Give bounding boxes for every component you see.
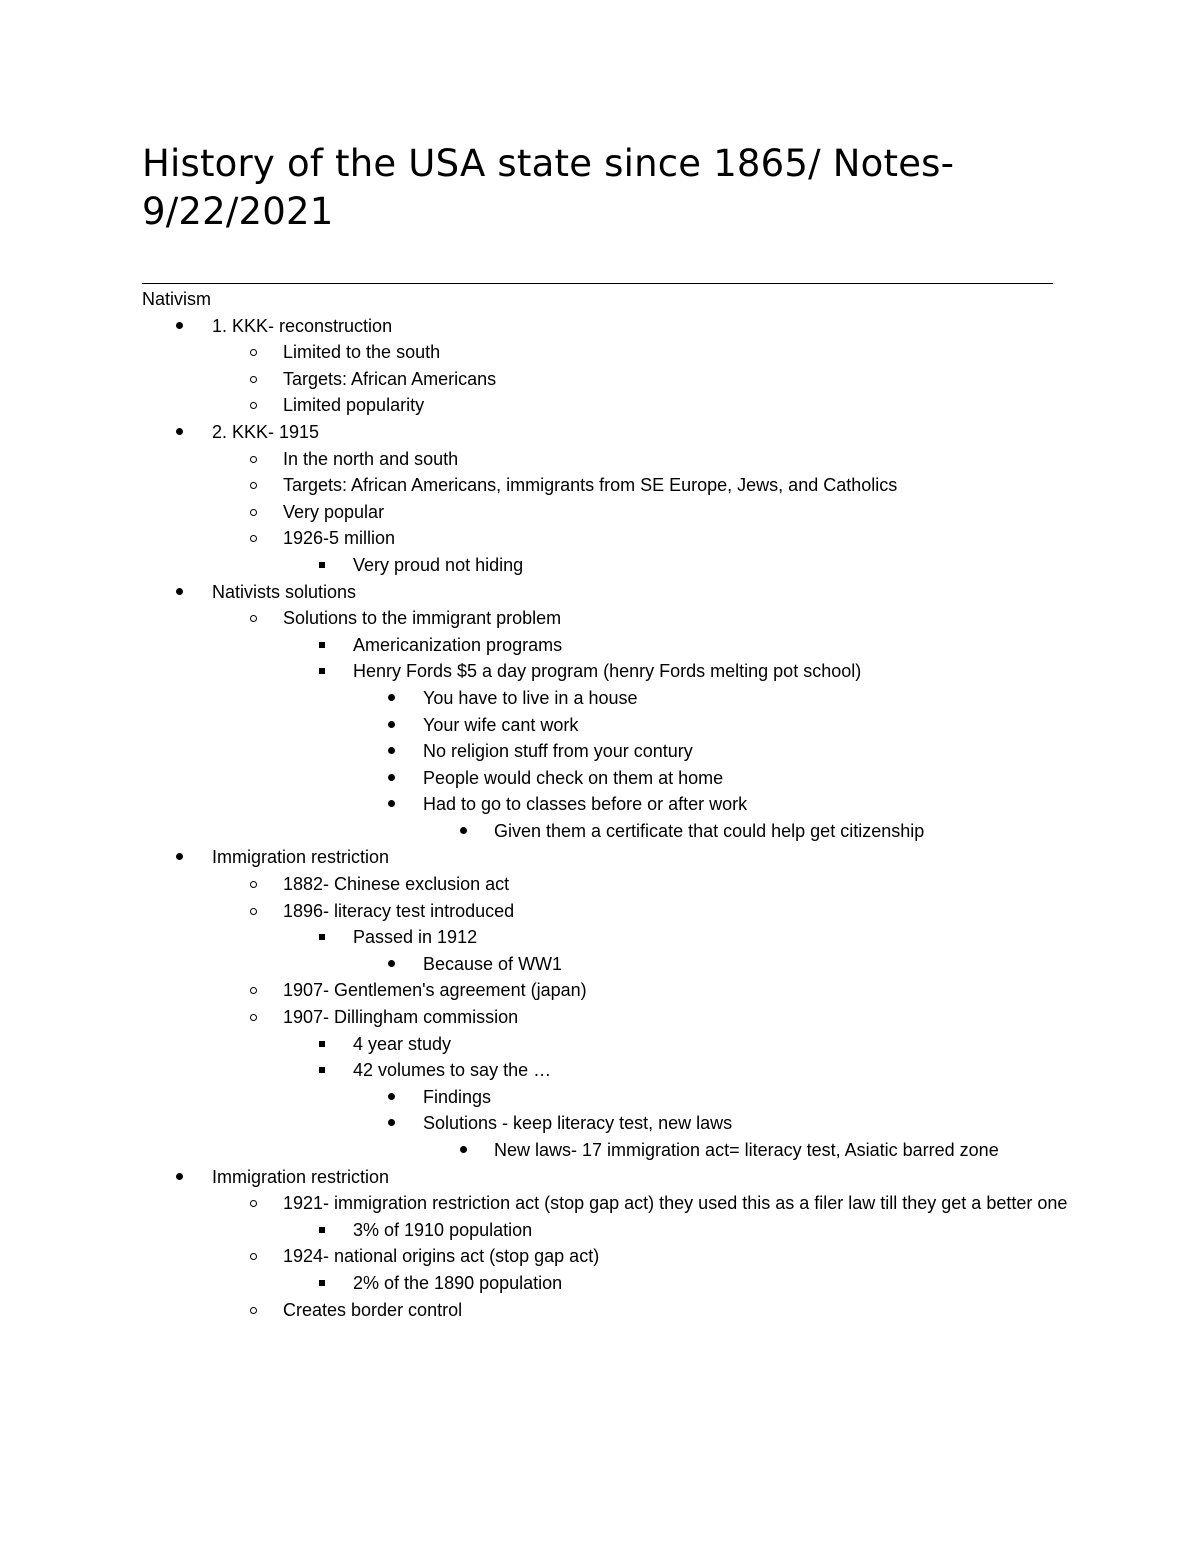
square-bullet-icon [319, 1270, 339, 1297]
outline-list [142, 313, 1072, 1324]
list-item [142, 844, 1072, 871]
disc-bullet-icon [388, 685, 408, 712]
list-item [142, 392, 1072, 419]
disc-bullet-icon [460, 818, 480, 845]
list-item [142, 1137, 1072, 1164]
disc-bullet-icon [176, 313, 196, 340]
circle-bullet-icon [250, 871, 270, 898]
list-item [142, 818, 1072, 845]
disc-bullet-icon [388, 1084, 408, 1111]
list-item-text: 2% of the 1890 population [353, 1272, 563, 1293]
list-item [142, 951, 1072, 978]
list-item-text: Targets: African Americans [283, 368, 497, 389]
list-item-text: 1. KKK- reconstruction [212, 315, 393, 336]
square-bullet-icon [319, 1031, 339, 1058]
list-item-text: No religion stuff from your contury [423, 741, 693, 762]
list-item-text: Very proud not hiding [353, 554, 524, 575]
square-bullet-icon [319, 632, 339, 659]
list-item [142, 1110, 1072, 1137]
list-item [142, 1004, 1072, 1031]
list-item [142, 924, 1072, 951]
circle-bullet-icon [250, 898, 270, 925]
list-item [142, 525, 1072, 552]
list-item-text: 1907- Gentlemen's agreement (japan) [283, 980, 587, 1001]
list-item [142, 1217, 1072, 1244]
circle-bullet-icon [250, 446, 270, 473]
square-bullet-icon [319, 1057, 339, 1084]
title-divider [142, 283, 1053, 284]
square-bullet-icon [319, 1217, 339, 1244]
list-item-text: Immigration restriction [212, 1166, 390, 1187]
list-item [142, 339, 1072, 366]
list-item-text: In the north and south [283, 448, 459, 469]
circle-bullet-icon [250, 1243, 270, 1270]
list-item-text: Because of WW1 [423, 953, 563, 974]
circle-bullet-icon [250, 977, 270, 1004]
list-item-text: Passed in 1912 [353, 927, 478, 948]
square-bullet-icon [319, 924, 339, 951]
disc-bullet-icon [388, 791, 408, 818]
page-title: History of the USA state since 1865/ Notes-9/22/2021 [142, 142, 955, 233]
disc-bullet-icon [388, 738, 408, 765]
square-bullet-icon [319, 552, 339, 579]
list-item-text: Given them a certificate that could help get citizenship [494, 820, 925, 841]
list-item-text: Solutions to the immigrant problem [283, 608, 562, 629]
list-item [142, 791, 1072, 818]
circle-bullet-icon [250, 525, 270, 552]
list-item [142, 579, 1072, 606]
list-item-text: Nativists solutions [212, 581, 357, 602]
list-item-text: Had to go to classes before or after work [423, 794, 748, 815]
circle-bullet-icon [250, 1190, 270, 1217]
list-item-text: Limited to the south [283, 342, 441, 363]
list-item-text: 1924- national origins act (stop gap act) [283, 1246, 600, 1267]
list-item [142, 313, 1072, 340]
disc-bullet-icon [388, 951, 408, 978]
list-item [142, 1270, 1072, 1297]
list-item [142, 366, 1072, 393]
list-item-text: 1907- Dillingham commission [283, 1007, 519, 1028]
circle-bullet-icon [250, 605, 270, 632]
list-item [142, 1031, 1072, 1058]
circle-bullet-icon [250, 339, 270, 366]
list-item [142, 871, 1072, 898]
list-item-text: Solutions - keep literacy test, new laws [423, 1113, 733, 1134]
list-item-text: 4 year study [353, 1033, 452, 1054]
list-item-text: 3% of 1910 population [353, 1219, 533, 1240]
list-item [142, 552, 1072, 579]
list-item-text: People would check on them at home [423, 767, 724, 788]
list-item [142, 738, 1072, 765]
list-item [142, 1164, 1072, 1191]
list-item [142, 658, 1072, 685]
disc-bullet-icon [388, 765, 408, 792]
list-item [142, 499, 1072, 526]
list-item [142, 1243, 1072, 1270]
list-item [142, 446, 1072, 473]
square-bullet-icon [319, 658, 339, 685]
list-item-text: New laws- 17 immigration act= literacy test, Asiatic barred zone [494, 1140, 999, 1160]
list-item-text: Very popular [283, 501, 385, 522]
list-item-text: 1921- immigration restriction act (stop gap act) they used this as a filer law till they get a better one [283, 1193, 1068, 1214]
list-item-text: Limited popularity [283, 395, 425, 416]
list-item [142, 1057, 1072, 1084]
list-item-text: 1896- literacy test introduced [283, 900, 515, 921]
disc-bullet-icon [176, 579, 196, 606]
list-item [142, 898, 1072, 925]
list-item [142, 632, 1072, 659]
list-item-text: 1882- Chinese exclusion act [283, 874, 510, 895]
disc-bullet-icon [388, 712, 408, 739]
list-item [142, 1297, 1072, 1324]
list-item [142, 977, 1072, 1004]
list-item-text: Henry Fords $5 a day program (henry Fords melting pot school) [353, 661, 862, 682]
notes-outline [142, 286, 1072, 1323]
list-item-text: You have to live in a house [423, 687, 638, 708]
list-item-text: Targets: African Americans, immigrants from SE Europe, Jews, and Catholics [283, 475, 898, 496]
disc-bullet-icon [176, 1164, 196, 1191]
disc-bullet-icon [388, 1110, 408, 1137]
disc-bullet-icon [176, 419, 196, 446]
circle-bullet-icon [250, 1297, 270, 1324]
list-item-text: Findings [423, 1086, 492, 1107]
list-item-text: 1926-5 million [283, 528, 396, 549]
list-item-text: Americanization programs [353, 634, 563, 655]
circle-bullet-icon [250, 392, 270, 419]
list-item-text: Creates border control [283, 1299, 463, 1320]
disc-bullet-icon [176, 844, 196, 871]
list-item [142, 605, 1072, 632]
list-item-text: Your wife cant work [423, 714, 579, 735]
circle-bullet-icon [250, 499, 270, 526]
list-item-text: 42 volumes to say the … [353, 1060, 552, 1081]
list-item-text: 2. KKK- 1915 [212, 421, 320, 442]
list-item [142, 1190, 1072, 1217]
disc-bullet-icon [460, 1137, 480, 1164]
list-item [142, 712, 1072, 739]
list-item [142, 472, 1072, 499]
list-item [142, 1084, 1072, 1111]
section-heading: Nativism [142, 289, 212, 309]
list-item-text: Immigration restriction [212, 847, 390, 868]
circle-bullet-icon [250, 472, 270, 499]
circle-bullet-icon [250, 366, 270, 393]
list-item [142, 419, 1072, 446]
circle-bullet-icon [250, 1004, 270, 1031]
list-item [142, 685, 1072, 712]
list-item [142, 765, 1072, 792]
